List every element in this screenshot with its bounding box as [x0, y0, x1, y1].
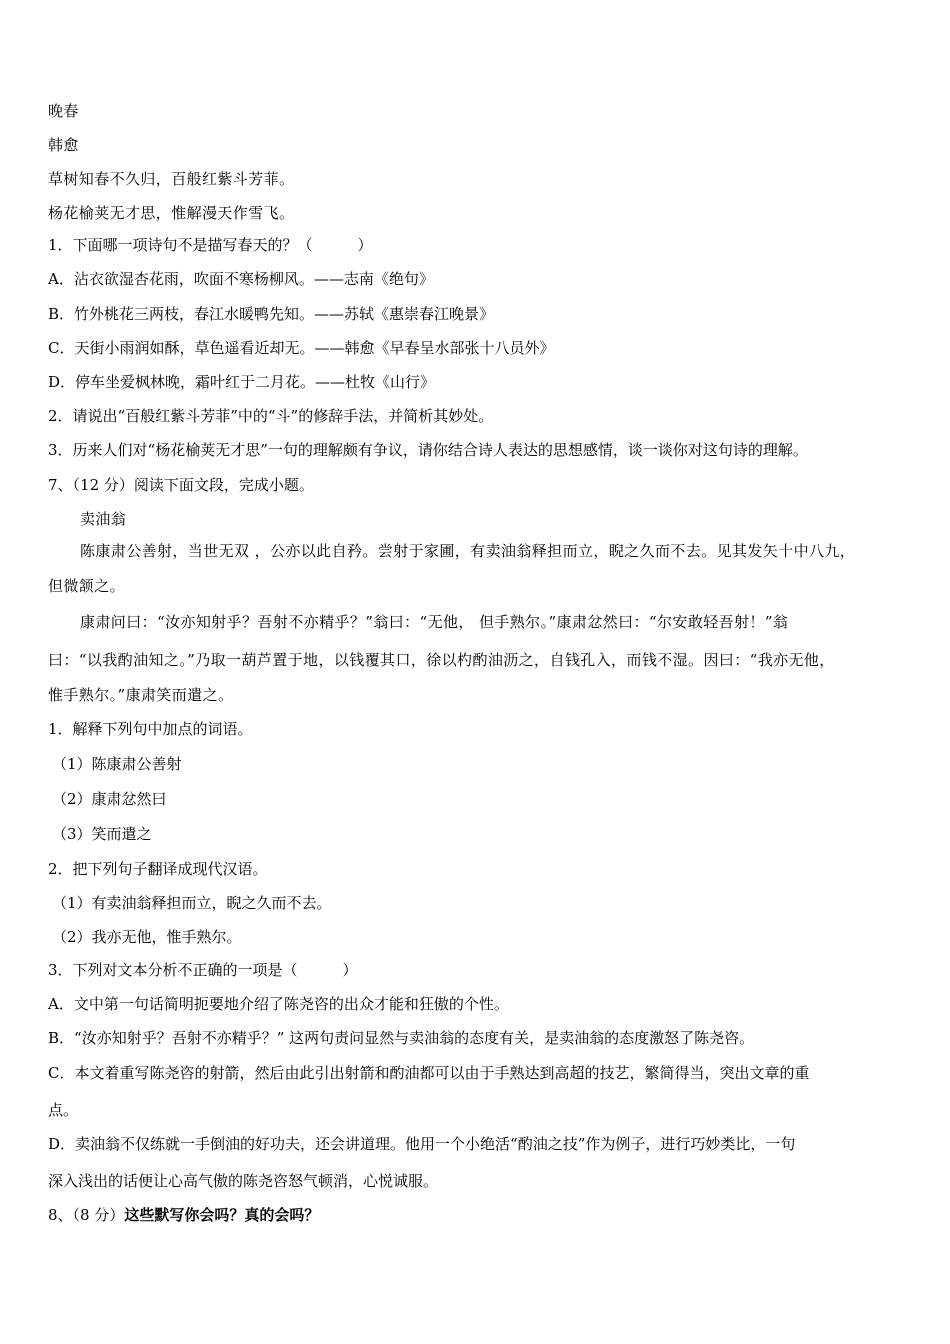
- poem-line-1: 草树知春不久归，百般红紫斗芳菲。: [48, 170, 295, 188]
- passage-p2-line-1: 康肃问曰：“汝亦知射乎？吾射不亦精乎？”翁曰：“无他， 但手熟尔。”康肃忿然曰：“尔安敢轻吾射！”翁: [80, 613, 789, 631]
- section-8-heading: [48, 1205, 914, 1225]
- section-8-title: 这些默写你会吗？真的会吗？: [124, 1206, 320, 1224]
- section-7-option-a: A．文中第一句话简明扼要地介绍了陈尧咨的出众才能和狂傲的个性。: [48, 995, 509, 1013]
- passage-p2-line-3: 惟手熟尔。”康肃笑而遣之。: [48, 686, 234, 704]
- poem-question-3: 3．历来人们对“杨花榆荚无才思”一句的理解颇有争议，请你结合诗人表达的思想感情，谈一谈你对这句诗的理解。: [48, 441, 808, 459]
- section-7-question-1-item-3: （3）笑而遣之: [52, 825, 152, 843]
- section-7-option-c-line-1: C．本文着重写陈尧咨的射箭，然后由此引出射箭和酌油都可以由于手熟达到高超的技艺，繁简得当，突出文章的重: [48, 1064, 810, 1082]
- section-7-option-c-line-2: 点。: [48, 1101, 79, 1119]
- section-7-question-1-item-2: （2）康肃忿然曰: [52, 790, 167, 808]
- poem-option-b: B．竹外桃花三两枝，春江水暖鸭先知。——苏轼《惠崇春江晚景》: [48, 305, 495, 323]
- section-8-prefix: 8、（8 分）: [48, 1206, 125, 1224]
- poem-option-a: A．沾衣欲湿杏花雨，吹面不寒杨柳风。——志南《绝句》: [48, 270, 434, 288]
- passage-title: 卖油翁: [80, 510, 127, 528]
- section-7-question-2: 2．把下列句子翻译成现代汉语。: [48, 860, 268, 878]
- section-7-question-1: 1．解释下列句中加点的词语。: [48, 720, 253, 738]
- poem-author: 韩愈: [48, 136, 79, 154]
- section-7-heading: 7、（12 分）阅读下面文段，完成小题。: [48, 476, 314, 494]
- section-7-option-d-line-2: 深入浅出的话便让心高气傲的陈尧咨怒气顿消，心悦诚服。: [48, 1172, 439, 1190]
- passage-p2-line-2: 曰：“以我酌油知之。”乃取一葫芦置于地，以钱覆其口，徐以杓酌油沥之，自钱孔入，而钱不湿。因曰：“我亦无他，: [48, 651, 835, 669]
- passage-p1-line-1: 陈康肃公善射，当世无双 ，公亦以此自矜。尝射于家圃，有卖油翁释担而立，睨之久而不去。见其发矢十中八九，: [80, 542, 856, 560]
- section-7-question-2-item-2: （2）我亦无他，惟手熟尔。: [52, 928, 242, 946]
- poem-option-d: D．停车坐爱枫林晚，霜叶红于二月花。——杜牧《山行》: [48, 373, 436, 391]
- poem-option-c: C．天街小雨润如酥，草色遥看近却无。——韩愈《早春呈水部张十八员外》: [48, 339, 555, 357]
- poem-title: 晚春: [48, 102, 79, 120]
- passage-p1-line-2: 但微颔之。: [48, 577, 126, 595]
- section-7-question-1-item-1: （1）陈康肃公善射: [52, 755, 182, 773]
- section-7-option-d-line-1: D．卖油翁不仅练就一手倒油的好功夫，还会讲道理。他用一个小绝活“酌油之技”作为例子，进行巧妙类比，一句: [48, 1135, 796, 1153]
- poem-question-1: 1．下面哪一项诗句不是描写春天的？（ ）: [48, 236, 373, 254]
- section-7-question-2-item-1: （1）有卖油翁释担而立，睨之久而不去。: [52, 894, 332, 912]
- section-7-option-b: B．“汝亦知射乎？吾射不亦精乎？” 这两句责问显然与卖油翁的态度有关，是卖油翁的态度激怒了陈尧咨。: [48, 1029, 755, 1047]
- poem-question-2: 2．请说出“百般红紫斗芳菲”中的“斗”的修辞手法，并简析其妙处。: [48, 407, 494, 425]
- section-7-question-3: 3．下列对文本分析不正确的一项是（ ）: [48, 961, 358, 979]
- poem-line-2: 杨花榆荚无才思，惟解漫天作雪飞。: [48, 204, 295, 222]
